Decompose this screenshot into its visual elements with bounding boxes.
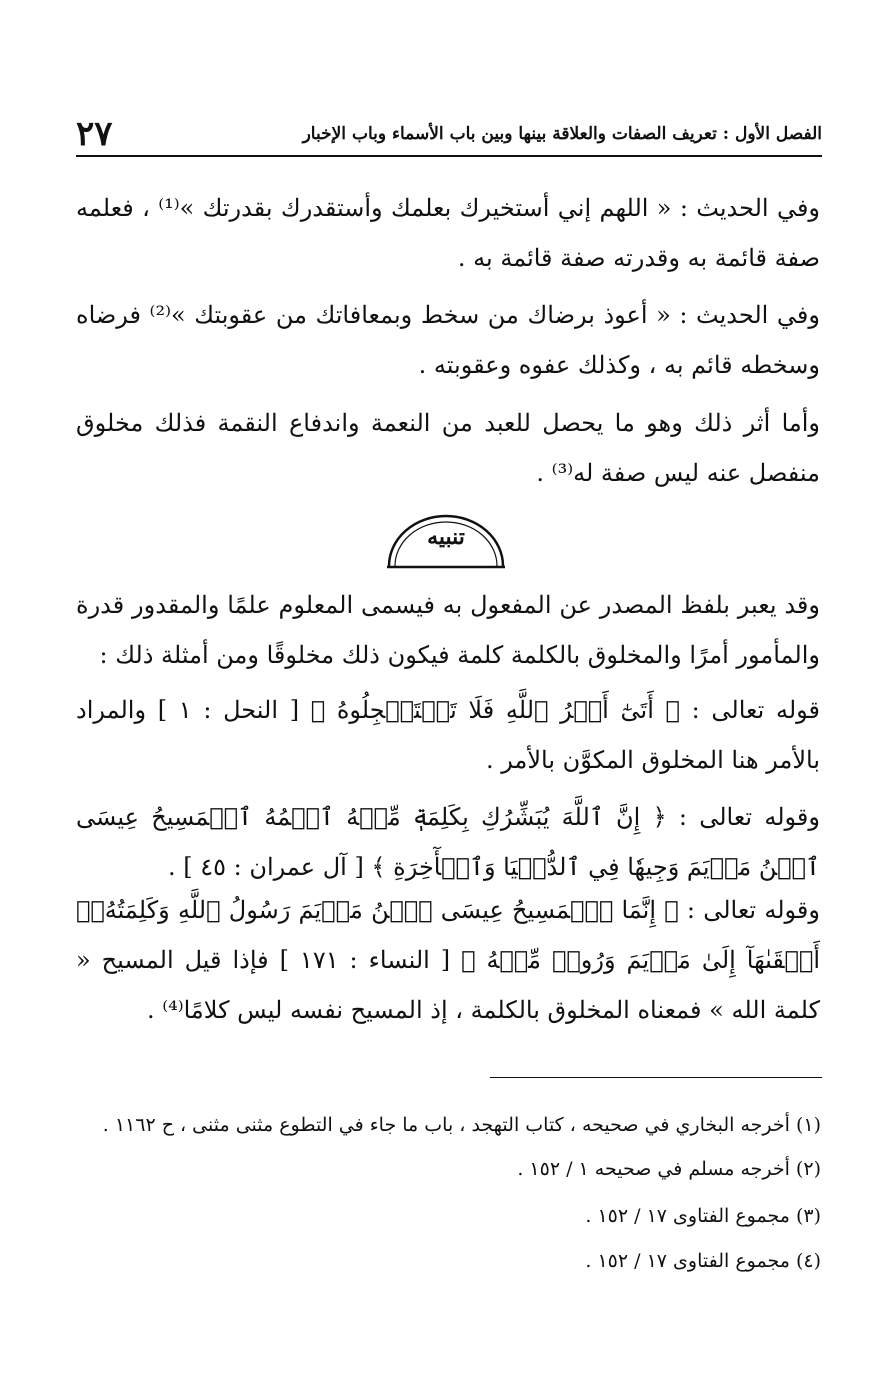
footnote-4: (٤) مجموع الفتاوى ١٧ / ١٥٢ . <box>585 1250 821 1272</box>
paragraph-ayah-nisa: وقوله تعالى : ﴿ إِنَّمَا ٱلۡمَسِيحُ عِيسَى ٱبۡنُ مَرۡيَمَ رَسُولُ ٱللَّهِ وَكَلِمَتُهُۥٓ أَلۡقَىٰهَآ إِلَىٰ مَرۡيَمَ وَرُوحٞ مِّنۡهُ ﴾ [ النساء : ١٧١ ] فإذا قيل المسيح « كلمة الله » فمعناه المخلوق بالكلمة ، إذ المسيح نفسه ليس كلامًا⁽⁴⁾ . <box>76 896 820 1024</box>
footnote-1: (١) أخرجه البخاري في صحيحه ، كتاب التهجد ، باب ما جاء في التطوع مثنى مثنى ، ح ١١٦٢ . <box>102 1114 821 1136</box>
paragraph-athar: وأما أثر ذلك وهو ما يحصل للعبد من النعمة واندفاع النقمة فذلك مخلوق منفصل عنه ليس صفة له⁽³⁾ . <box>76 409 820 487</box>
page-number: ٢٧ <box>76 114 113 154</box>
running-header <box>76 114 822 156</box>
paragraph-ayah-nahl: قوله تعالى : ﴿ أَتَىٰٓ أَمۡرُ ٱللَّهِ فَلَا تَسۡتَعۡجِلُوهُ ﴾ [ النحل : ١ ] والمراد بالأمر هنا المخلوق المكوَّن بالأمر . <box>76 696 821 774</box>
footnote-3: (٣) مجموع الفتاوى ١٧ / ١٥٢ . <box>585 1205 821 1227</box>
notice-heading <box>385 510 507 570</box>
notice-label: تنبيه <box>427 524 465 550</box>
paragraph-ayah-al-imran: وقوله تعالى : ﴿ إِنَّ ٱللَّهَ يُبَشِّرُكِ بِكَلِمَةٖ مِّنۡهُ ٱسۡمُهُ ٱلۡمَسِيحُ عِيسَى ٱبۡنُ مَرۡيَمَ وَجِيهٗا فِي ٱلدُّنۡيَا وَٱلۡأٓخِرَةِ ﴾ [ آل عمران : ٤٥ ] . <box>76 803 820 881</box>
paragraph-hadith-ridha: وفي الحديث : « أعوذ برضاك من سخط وبمعافاتك من عقوبتك »⁽²⁾ فرضاه وسخطه قائم به ، وكذلك عفوه وعقوبته . <box>76 301 820 379</box>
paragraph-hadith-istikhara: وفي الحديث : « اللهم إني أستخيرك بعلمك وأستقدرك بقدرتك »⁽¹⁾ ، فعلمه صفة قائمة به وقدرته صفة قائمة به . <box>76 194 821 272</box>
footnote-rule <box>490 1077 822 1078</box>
footnote-2: (٢) أخرجه مسلم في صحيحه ١ / ١٥٢ . <box>517 1158 821 1180</box>
running-title: الفصل الأول : تعريف الصفات والعلاقة بينها وبين باب الأسماء وباب الإخبار <box>302 124 822 144</box>
header-rule <box>76 155 822 157</box>
paragraph-masdar: وقد يعبر بلفظ المصدر عن المفعول به فيسمى المعلوم علمًا والمقدور قدرة والمأمور أمرًا والمخلوق بالكلمة كلمة فيكون ذلك مخلوقًا ومن أمثلة ذلك : <box>76 591 820 669</box>
